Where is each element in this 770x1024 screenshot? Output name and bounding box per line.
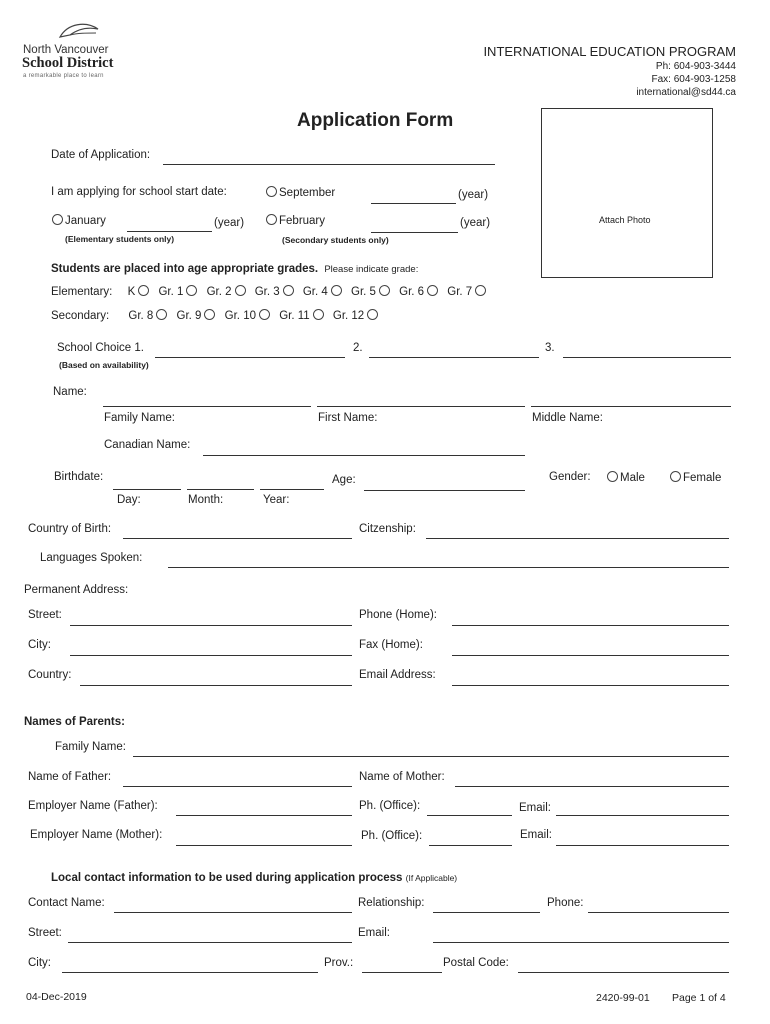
secondary-label: Secondary: [51, 310, 110, 322]
grade-radio[interactable] [313, 309, 324, 320]
date-of-application-label: Date of Application: [51, 149, 151, 161]
local-contact-heading-row [51, 872, 457, 884]
grade-label: Gr. 12 [332, 310, 365, 322]
grade-label: Gr. 5 [351, 286, 376, 298]
grade-option[interactable] [225, 310, 272, 322]
grade-label: Gr. 7 [447, 286, 473, 298]
age-field[interactable] [364, 490, 525, 491]
elementary-note: (Elementary students only) [65, 234, 175, 244]
grade-radio[interactable] [283, 285, 294, 296]
grade-radio[interactable] [367, 309, 378, 320]
grade-label: Gr. 1 [158, 286, 184, 298]
grade-label: Gr. 4 [302, 286, 328, 298]
school-choice-1-label: School Choice 1. [57, 342, 144, 354]
permanent-address-heading: Permanent Address: [24, 584, 129, 596]
school-choice-3-field[interactable] [563, 357, 731, 358]
program-fax: Fax: 604-903-1258 [651, 74, 736, 85]
gender-male-option[interactable] [604, 471, 645, 484]
local-phone-label: Phone: [547, 897, 584, 909]
family-name-label: Family Name: [104, 412, 175, 424]
country-of-birth-label: Country of Birth: [28, 523, 112, 535]
first-name-field[interactable] [317, 406, 525, 407]
father-office-field[interactable] [427, 815, 512, 816]
gender-label: Gender: [549, 471, 591, 483]
elementary-grades-row [51, 285, 488, 298]
september-label: September [279, 187, 336, 199]
birth-year-label: Year: [263, 494, 290, 506]
employer-mother-label: Employer Name (Mother): [30, 829, 163, 841]
program-title: INTERNATIONAL EDUCATION PROGRAM [483, 44, 736, 59]
september-year-field[interactable] [371, 203, 456, 204]
email-address-field[interactable] [452, 685, 729, 686]
september-year-label: (year) [458, 189, 489, 201]
grade-label: Gr. 11 [279, 310, 310, 322]
city-label: City: [28, 639, 51, 651]
female-label: Female [683, 472, 722, 484]
school-choice-1-field[interactable] [155, 357, 345, 358]
contact-name-label: Contact Name: [28, 897, 105, 909]
postal-code-field[interactable] [518, 972, 729, 973]
mother-office-label: Ph. (Office): [361, 830, 423, 842]
mother-office-field[interactable] [429, 845, 512, 846]
grade-radio[interactable] [379, 285, 390, 296]
january-radio[interactable] [52, 214, 63, 225]
grade-option[interactable] [128, 310, 169, 322]
birth-day-label: Day: [117, 494, 141, 506]
employer-mother-field[interactable] [176, 845, 352, 846]
family-name-field[interactable] [103, 406, 311, 407]
school-choice-note: (Based on availability) [59, 360, 149, 370]
parents-family-field[interactable] [133, 756, 729, 757]
city-field[interactable] [70, 655, 352, 656]
grade-label: K [127, 286, 136, 298]
program-email: international@sd44.ca [636, 87, 736, 98]
school-choice-3-label: 3. [545, 342, 555, 354]
fax-home-field[interactable] [452, 655, 729, 656]
canadian-name-label: Canadian Name: [104, 439, 191, 451]
february-year-label: (year) [460, 217, 491, 229]
grade-option[interactable] [279, 310, 325, 322]
form-title: Application Form [297, 110, 454, 131]
grade-option[interactable] [303, 286, 344, 298]
grade-radio[interactable] [186, 285, 197, 296]
birthdate-label: Birthdate: [54, 471, 104, 483]
employer-father-label: Employer Name (Father): [28, 800, 158, 812]
prov-label: Prov.: [324, 957, 354, 969]
september-radio[interactable] [266, 186, 277, 197]
father-name-label: Name of Father: [28, 771, 112, 783]
country-label: Country: [28, 669, 72, 681]
middle-name-field[interactable] [531, 406, 731, 407]
name-label: Name: [53, 386, 87, 398]
february-year-field[interactable] [371, 232, 458, 233]
grade-label: Gr. 10 [224, 310, 256, 322]
photo-box[interactable] [541, 108, 713, 278]
canadian-name-field[interactable] [203, 455, 525, 456]
employer-father-field[interactable] [176, 815, 352, 816]
grade-radio[interactable] [331, 285, 342, 296]
photo-label: Attach Photo [599, 215, 651, 225]
grade-radio[interactable] [204, 309, 215, 320]
local-contact-note: (If Applicable) [405, 873, 458, 883]
grade-option[interactable] [447, 286, 488, 298]
grade-radio[interactable] [156, 309, 167, 320]
local-phone-field[interactable] [588, 912, 729, 913]
birth-month-field[interactable] [187, 489, 254, 490]
grade-radio[interactable] [259, 309, 270, 320]
male-label: Male [620, 472, 645, 484]
phone-home-field[interactable] [452, 625, 729, 626]
country-field[interactable] [80, 685, 352, 686]
grades-heading: Students are placed into age appropriate grades. [51, 263, 319, 275]
footer-form-code: 2420-99-01 [596, 992, 650, 1004]
local-email-label: Email: [358, 927, 390, 939]
contact-name-field[interactable] [114, 912, 352, 913]
start-january-option[interactable] [49, 214, 106, 227]
date-of-application-field[interactable] [163, 164, 495, 165]
father-email-field[interactable] [556, 815, 729, 816]
local-street-label: Street: [28, 927, 62, 939]
grade-label: Gr. 2 [206, 286, 232, 298]
grade-radio[interactable] [235, 285, 246, 296]
secondary-grades-row [51, 309, 380, 322]
male-radio[interactable] [607, 471, 618, 482]
local-city-label: City: [28, 957, 51, 969]
languages-field[interactable] [168, 567, 729, 568]
birth-month-label: Month: [188, 494, 224, 506]
grade-option[interactable] [351, 286, 392, 298]
age-label: Age: [332, 474, 356, 486]
local-street-field[interactable] [68, 942, 352, 943]
grades-hint: Please indicate grade: [324, 264, 419, 275]
grade-label: Gr. 3 [254, 286, 280, 298]
citizenship-field[interactable] [426, 538, 729, 539]
relationship-field[interactable] [433, 912, 540, 913]
mother-name-field[interactable] [455, 786, 729, 787]
street-label: Street: [28, 609, 62, 621]
elementary-label: Elementary: [51, 286, 113, 298]
january-year-label: (year) [214, 217, 245, 229]
february-radio[interactable] [266, 214, 277, 225]
gender-female-option[interactable] [667, 471, 721, 484]
father-email-label: Email: [519, 802, 551, 814]
father-office-label: Ph. (Office): [359, 800, 421, 812]
secondary-note: (Secondary students only) [282, 235, 389, 245]
fax-home-label: Fax (Home): [359, 639, 423, 651]
january-label: January [65, 215, 106, 227]
father-name-field[interactable] [123, 786, 352, 787]
parents-heading: Names of Parents: [24, 716, 125, 728]
postal-code-label: Postal Code: [443, 957, 509, 969]
school-choice-2-field[interactable] [369, 357, 539, 358]
first-name-label: First Name: [318, 412, 378, 424]
start-september-option[interactable] [263, 186, 335, 199]
prov-field[interactable] [362, 972, 442, 973]
grade-label: Gr. 6 [399, 286, 425, 298]
footer-page-number: Page 1 of 4 [672, 992, 726, 1004]
grades-heading-row [51, 263, 418, 275]
district-name-line2: School District [22, 55, 114, 71]
footer-date: 04-Dec-2019 [26, 991, 87, 1003]
grade-option[interactable] [177, 310, 218, 322]
local-city-field[interactable] [62, 972, 318, 973]
grade-option[interactable] [333, 310, 380, 322]
local-contact-heading: Local contact information to be used during application process [51, 872, 403, 884]
grade-radio[interactable] [138, 285, 149, 296]
birth-day-field[interactable] [113, 489, 181, 490]
phone-home-label: Phone (Home): [359, 609, 437, 621]
january-year-field[interactable] [127, 231, 212, 232]
parents-family-label: Family Name: [55, 741, 126, 753]
middle-name-label: Middle Name: [532, 412, 603, 424]
female-radio[interactable] [670, 471, 681, 482]
district-name-line1: North Vancouver [23, 44, 109, 56]
grade-option[interactable] [255, 286, 296, 298]
program-phone: Ph: 604-903-3444 [655, 61, 736, 72]
country-of-birth-field[interactable] [123, 538, 352, 539]
grade-option[interactable] [158, 286, 199, 298]
grade-radio[interactable] [475, 285, 486, 296]
leaf-logo-icon [56, 21, 102, 41]
street-field[interactable] [70, 625, 352, 626]
grade-option[interactable] [128, 286, 152, 298]
birth-year-field[interactable] [260, 489, 324, 490]
school-choice-2-label: 2. [353, 342, 363, 354]
mother-email-label: Email: [520, 829, 552, 841]
grade-radio[interactable] [427, 285, 438, 296]
start-february-option[interactable] [263, 214, 325, 227]
citizenship-label: Citzenship: [359, 523, 416, 535]
relationship-label: Relationship: [358, 897, 425, 909]
mother-email-field[interactable] [556, 845, 729, 846]
languages-label: Languages Spoken: [40, 552, 143, 564]
grade-label: Gr. 9 [176, 310, 202, 322]
start-date-label: I am applying for school start date: [51, 186, 227, 198]
grade-label: Gr. 8 [128, 310, 154, 322]
local-email-field[interactable] [433, 942, 729, 943]
mother-name-label: Name of Mother: [359, 771, 445, 783]
february-label: February [279, 215, 326, 227]
grade-option[interactable] [207, 286, 248, 298]
email-address-label: Email Address: [359, 669, 436, 681]
grade-option[interactable] [399, 286, 440, 298]
district-tagline: a remarkable place to learn [23, 73, 104, 79]
